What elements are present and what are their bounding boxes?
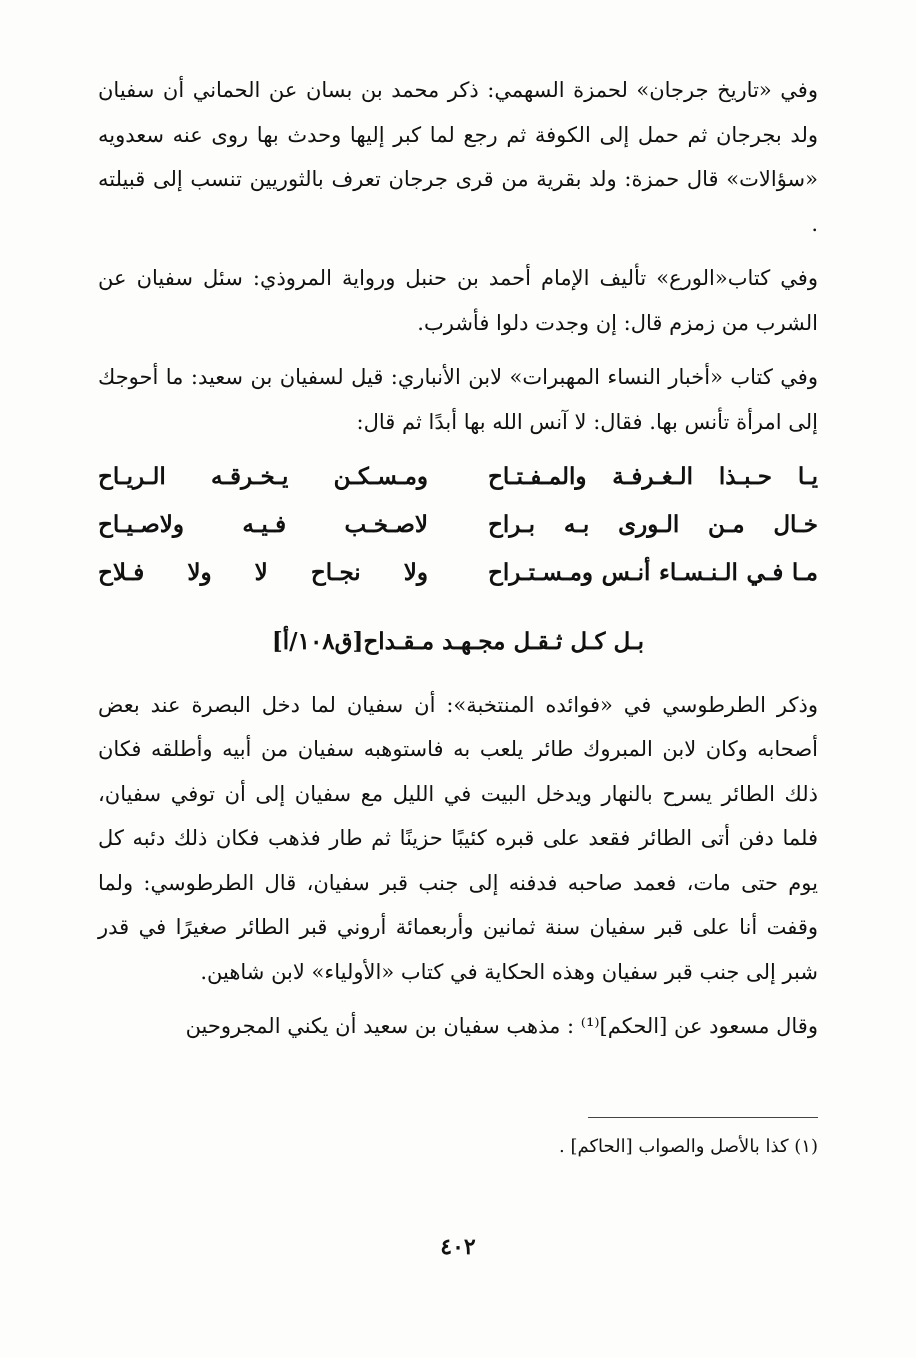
verse-3-first-hemistich: مـا فـي الـنـسـاء أنـس ومـسـتـراح [488,559,818,586]
paragraph-tarikh-jurjan: وفي «تاريخ جرجان» لحمزة السهمي: ذكر محمد بن بسان عن الحماني أن سفيان ولد بجرجان ثم حمل إلى الكوفة ثم رجع لما كبر إليها وحدث بها روى عنه سعدويه «سؤالات» قال حمزة: ولد بقرية من قرى جرجان تعرف بالثوريين تنسب إلى قبيلته . [98,78,818,236]
page-number: ٤٠٢ [440,1234,476,1260]
verse-2-first-hemistich: خـال مـن الـورى بـه بـراح [488,511,818,538]
poem-closing-line: بـل كـل ثـقـل مجـهـد مـقـداح[ق١٠٨/أ] [271,628,645,655]
paragraph-kitab-alwara: وفي كتاب«الورع» تأليف الإمام أحمد بن حنبل ورواية المروذي: سئل سفيان عن الشرب من زمزم قال: إن وجدت دلوا فأشرب. [98,266,818,335]
paragraph-masud: وقال مسعود عن [الحكم]⁽¹⁾ : مذهب سفيان بن سعيد أن يكني المجروحين [185,1014,818,1038]
paragraph-tartusi: وذكر الطرطوسي في «فوائده المنتخبة»: أن سفيان لما دخل البصرة عند بعض أصحابه وكان لابن المبروك طائر يلعب به فاستوهبه سفيان من أبيه وأطلقه فكان ذلك الطائر يسرح بالنهار ويدخل البيت في الليل مع سفيان إلى أن توفي سفيان، فلما دفن أتى الطائر فقعد على قبره كئيبًا حزينًا ثم طار فذهب فكان ذلك دئبه كل يوم حتى مات، فعمد صاحبه فدفنه إلى جنب قبر سفيان، قال الطرطوسي: ولما وقفت أنا على قبر سفيان سنة ثمانين وأربعمائة أروني قبر الطائر صغيرًا في قدر شبر إلى جنب قبر سفيان وهذه الحكاية في كتاب «الأولياء» لابن شاهين. [98,692,818,984]
verse-1-first-hemistich: يـا حـبـذا الـغـرفـة والمـفـتـاح [488,463,818,490]
verse-3-second-hemistich: ولا نجـاح لا ولا فـلاح [98,559,428,586]
verse-1-second-hemistich: ومـسـكـن يـخـرقـه الـريـاح [98,463,428,490]
paragraph-akhbar-alnisa: وفي كتاب «أخبار النساء المهبرات» لابن الأنباري: قيل لسفيان بن سعيد: ما أحوجك إلى امرأة تأنس بها. فقال: لا آنس الله بها أبدًا ثم قال: [98,365,818,434]
poem [98,454,818,614]
main-text [98,68,818,1059]
footnote: (١) كذا بالأصل والصواب [الحاكم] . [559,1136,818,1157]
footnote-divider [588,1117,818,1118]
verse-2-second-hemistich: لاصـخـب فـيـه ولاصـيـاح [98,511,428,538]
